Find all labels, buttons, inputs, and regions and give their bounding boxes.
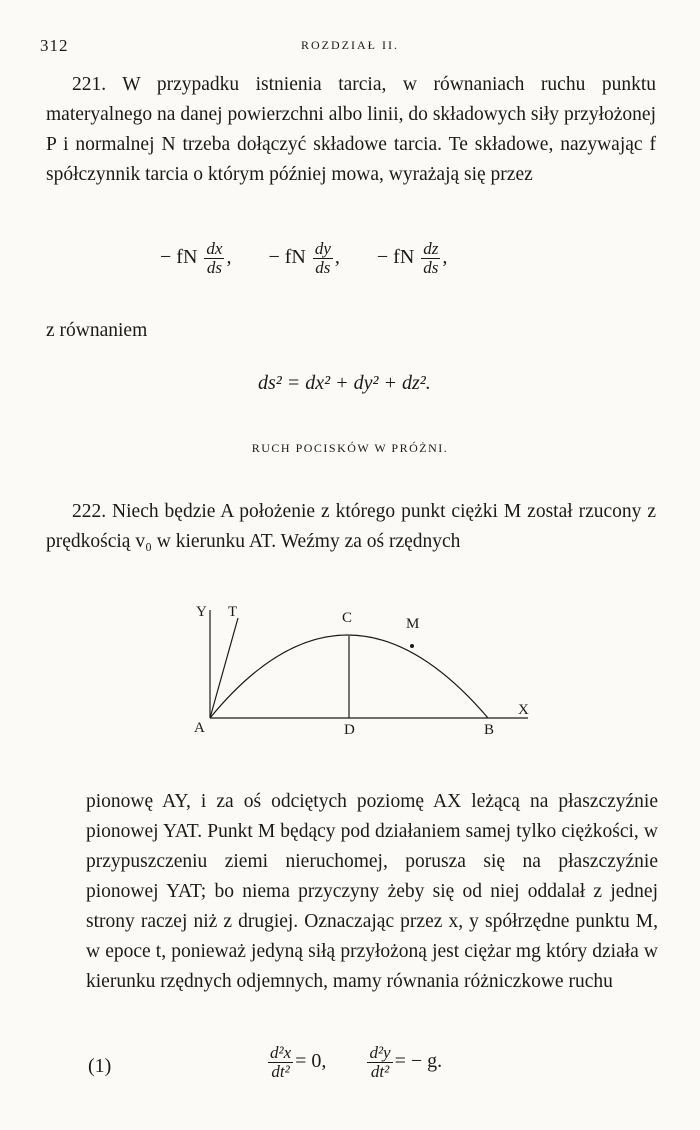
friction-term-y: − fN $\frac{dy}{ds}$ , <box>268 239 345 277</box>
equation-x: $\frac{\text{d²x}}{\text{dt²}}$ = 0, <box>270 1043 327 1081</box>
paragraph-221-text: 221. W przypadku istnienia tarcia, w równaniach ruchu punktu materyalnego na danej powierzchni albo linii, do składowych siły przyłożonej P i normalnej N trzeba dołączyć składowe tarcia. Te składowe, nazywając f spółczynnik tarcia o którym później mowa, wyrażają się przez <box>46 74 656 185</box>
running-head: ROZDZIAŁ II. <box>301 38 399 52</box>
label-Y: Y <box>196 604 207 620</box>
equation-number: (1) <box>88 1055 112 1077</box>
friction-formula <box>160 240 447 277</box>
friction-term-x: − fN $\frac{dx}{ds}$ , <box>160 239 237 277</box>
motion-equations <box>266 1044 442 1081</box>
friction-term-z: − fN $\frac{dz}{ds}$ , <box>376 239 448 277</box>
paragraph-222-intro-text: 222. Niech będzie A położenie z którego punkt ciężki M został rzucony z prędkością v₀ w kierunku AT. Weźmy za oś rzędnych <box>46 501 656 552</box>
point-M <box>410 644 414 648</box>
label-D: D <box>344 722 355 738</box>
trajectory-figure <box>188 600 548 740</box>
connector-label: z równaniem <box>46 320 148 341</box>
label-M: M <box>406 616 420 632</box>
equation-y: $\frac{\text{d²y}}{\text{dt²}}$ = − g. <box>369 1043 443 1081</box>
paragraph-221 <box>46 70 656 190</box>
trajectory-diagram <box>188 600 548 740</box>
paragraph-222-continuation <box>86 787 658 997</box>
connector-text <box>46 316 656 346</box>
label-C: C <box>342 610 353 626</box>
section-title: RUCH POCISKÓW W PRÓŻNI. <box>251 441 449 455</box>
label-X: X <box>518 702 529 718</box>
page-header <box>40 36 660 60</box>
paragraph-222-intro <box>46 497 656 557</box>
label-T: T <box>228 604 238 620</box>
label-A: A <box>194 720 205 736</box>
label-B: B <box>484 722 495 738</box>
ds-formula: ds² = dx² + dy² + dz². <box>258 372 431 394</box>
paragraph-222-continuation-text: pionowę AY, i za oś odciętych poziomę AX leżącą na płaszczyźnie pionowej YAT. Punkt M będący pod działaniem samej tylko ciężkości, w przypuszczeniu ziemi nieruchomej, porusza się na płaszczyźnie pionowej YAT; bo niema przyczyny żeby się od niej oddalał z jednej strony raczej niż z drugiej. Oznaczając przez x, y spółrzędne punktu M, w epoce t, ponieważ jedyną siłą przyłożoną jest ciężar mg który działa w kierunku rzędnych odjemnych, mamy równania różniczkowe ruchu <box>86 791 658 992</box>
tangent-line-AT <box>210 618 238 718</box>
page-number: 312 <box>40 36 69 55</box>
